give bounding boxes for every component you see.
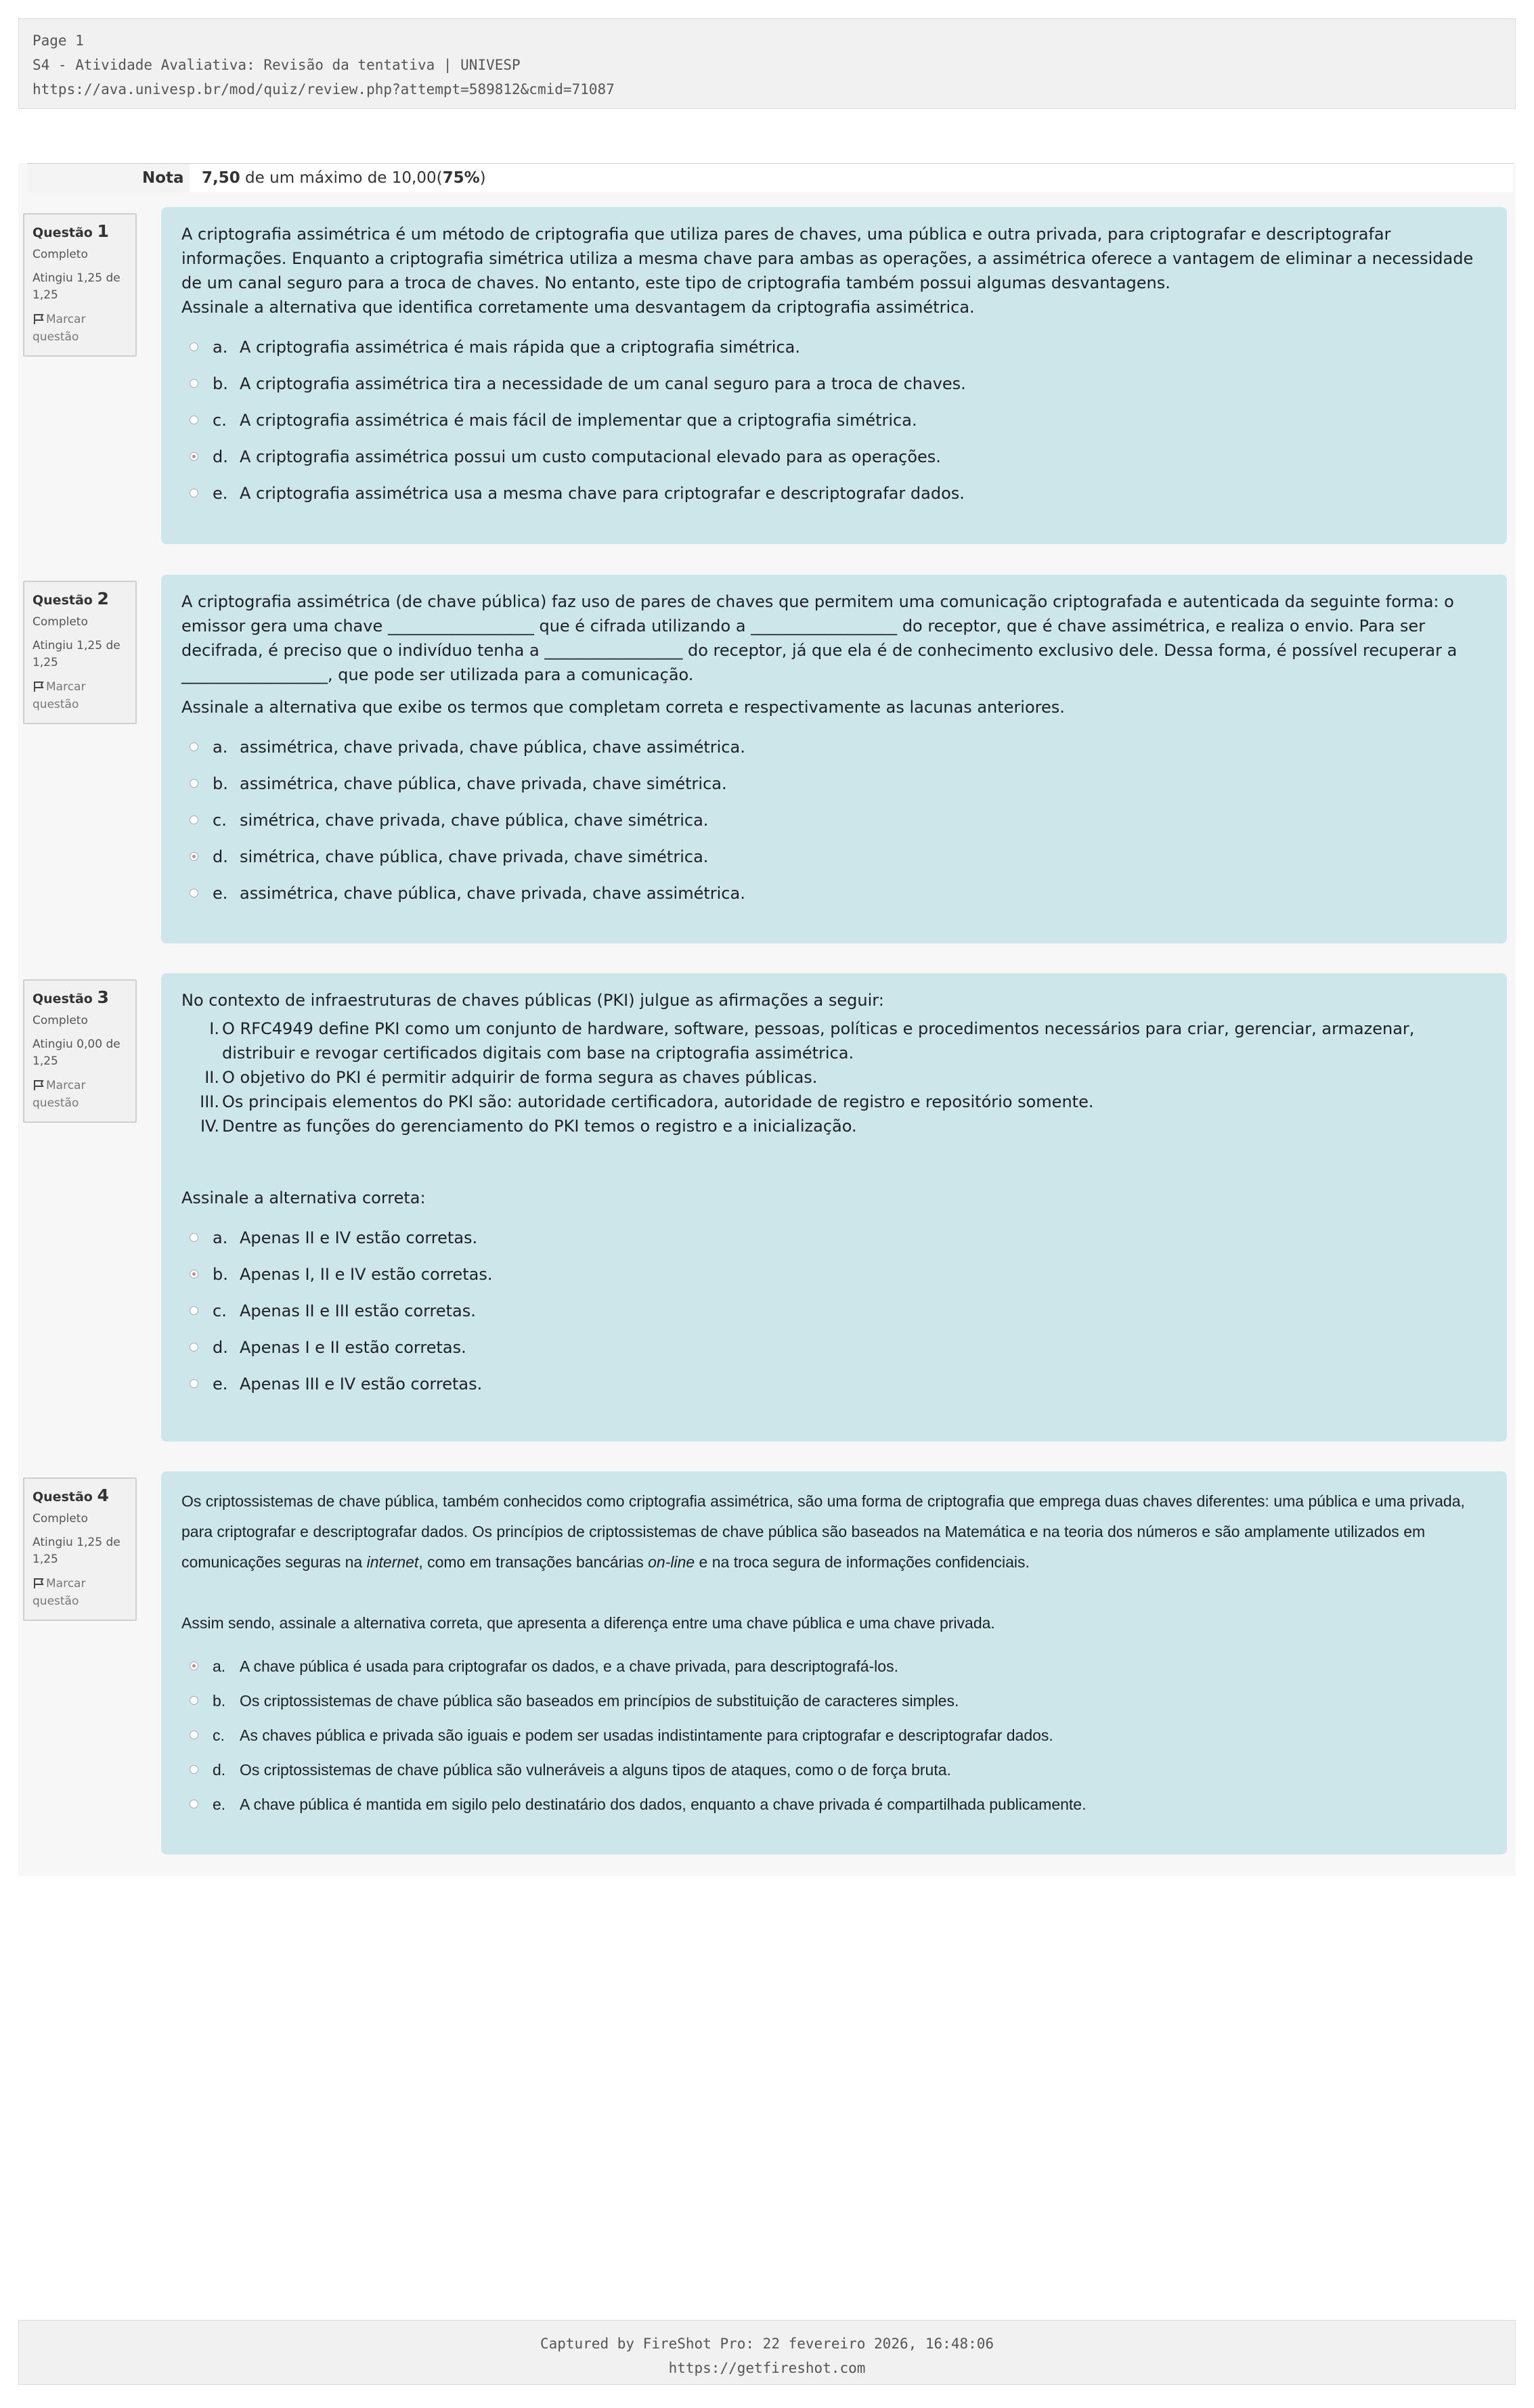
question-prompt: Assinale a alternativa correta: — [181, 1188, 426, 1207]
radio-button-selected[interactable] — [190, 1270, 198, 1278]
question-status: Completo — [32, 615, 88, 629]
question-num: 3 — [97, 987, 109, 1007]
answer-option[interactable] — [181, 875, 1487, 912]
page-number: Page 1 — [32, 32, 84, 49]
option-text: Apenas II e IV estão corretas. — [240, 1228, 478, 1247]
answer-option[interactable] — [181, 802, 1487, 839]
radio-button[interactable] — [190, 1233, 198, 1242]
option-letter: a. — [213, 738, 228, 757]
option-letter: d. — [213, 1761, 226, 1779]
question-prefix: Questão — [32, 991, 93, 1006]
option-letter: c. — [213, 1726, 225, 1744]
radio-button[interactable] — [190, 1379, 198, 1388]
radio-button[interactable] — [190, 1696, 198, 1705]
option-text: Os criptossistemas de chave pública são vulneráveis a alguns tipos de ataques, como o de força bruta. — [240, 1761, 951, 1779]
option-letter: a. — [213, 1228, 228, 1247]
answer-option-selected[interactable] — [181, 1256, 1487, 1293]
question-1-content — [161, 207, 1507, 544]
question-2-info — [23, 581, 137, 724]
grade-text: de um máximo de 10,00( — [240, 169, 443, 187]
option-letter: b. — [213, 1692, 226, 1710]
option-text: simétrica, chave privada, chave pública, chave simétrica. — [240, 811, 709, 830]
question-3-info — [23, 979, 137, 1123]
radio-button[interactable] — [190, 742, 198, 751]
answer-option[interactable] — [181, 1329, 1487, 1366]
question-3-content — [161, 973, 1507, 1442]
question-number — [32, 590, 127, 609]
statement-numeral: IV. — [200, 1117, 219, 1136]
option-text: A criptografia assimétrica usa a mesma chave para criptografar e descriptografar dados. — [240, 484, 965, 503]
option-letter: b. — [213, 1265, 228, 1284]
radio-button[interactable] — [190, 1343, 198, 1352]
answer-option[interactable] — [181, 329, 1487, 365]
answer-option-selected[interactable] — [181, 839, 1487, 875]
question-grade: Atingiu 1,25 de 1,25 — [32, 1536, 120, 1566]
statement-text: O RFC4949 define PKI como um conjunto de hardware, software, pessoas, políticas e procedimentos necessários para criar, gerenciar, armazenar, distribuir e revogar certificados digitais com base na criptografia assimétrica. — [222, 1019, 1415, 1063]
answer-option[interactable] — [181, 1684, 1487, 1718]
question-grade: Atingiu 0,00 de 1,25 — [32, 1038, 120, 1068]
answer-option[interactable] — [181, 729, 1487, 765]
question-text: No contexto de infraestruturas de chaves públicas (PKI) julgue as afirmações a seguir: — [181, 991, 884, 1010]
flag-label: Marcar questão — [32, 313, 86, 344]
flag-question-button[interactable] — [32, 678, 127, 713]
radio-button-selected[interactable] — [190, 452, 198, 461]
answer-option[interactable] — [181, 1787, 1487, 1822]
question-number — [32, 1487, 127, 1506]
question-text-emphasis: internet — [366, 1553, 419, 1571]
option-letter: e. — [213, 1796, 226, 1813]
option-letter: b. — [213, 774, 228, 793]
answer-option[interactable] — [181, 1220, 1487, 1256]
grade-label: Nota — [142, 169, 184, 187]
option-letter: a. — [213, 1657, 226, 1675]
print-header — [18, 18, 1516, 109]
option-text: simétrica, chave pública, chave privada, chave simétrica. — [240, 847, 709, 866]
radio-button[interactable] — [190, 1800, 198, 1808]
flag-icon — [32, 1577, 45, 1589]
option-letter: b. — [213, 374, 228, 393]
option-letter: d. — [213, 1338, 228, 1357]
question-number — [32, 223, 127, 242]
option-text: A criptografia assimétrica possui um custo computacional elevado para as operações. — [240, 447, 941, 466]
grade-value — [202, 164, 486, 192]
statement-item — [181, 1017, 1487, 1065]
radio-button[interactable] — [190, 1731, 198, 1739]
question-1-info — [23, 213, 137, 357]
option-text: A criptografia assimétrica é mais rápida que a criptografia simétrica. — [240, 338, 800, 357]
radio-button-selected[interactable] — [190, 852, 198, 861]
question-prefix: Questão — [32, 225, 93, 240]
flag-question-button[interactable] — [32, 311, 127, 346]
question-text-emphasis: on-line — [648, 1553, 695, 1571]
question-grade: Atingiu 1,25 de 1,25 — [32, 271, 120, 302]
answer-option[interactable] — [181, 765, 1487, 802]
statement-item — [181, 1065, 1487, 1090]
question-text-part: , como em transações bancárias — [418, 1553, 649, 1571]
radio-button-selected[interactable] — [190, 1662, 198, 1670]
option-text: Apenas I, II e IV estão corretas. — [240, 1265, 493, 1284]
option-letter: d. — [213, 447, 228, 466]
question-prompt: Assim sendo, assinale a alternativa correta, que apresenta a diferença entre uma chave pública e uma chave privada. — [181, 1614, 995, 1632]
flag-icon — [32, 680, 45, 692]
option-text: A criptografia assimétrica é mais fácil de implementar que a criptografia simétrica. — [240, 411, 917, 430]
flag-question-button[interactable] — [32, 1575, 127, 1610]
flag-label: Marcar questão — [32, 680, 86, 711]
radio-button[interactable] — [190, 342, 198, 351]
capture-url: https://getfireshot.com — [668, 2360, 866, 2376]
option-letter: c. — [213, 1301, 227, 1320]
question-grade: Atingiu 1,25 de 1,25 — [32, 639, 120, 669]
review-container — [18, 163, 1516, 1876]
radio-button[interactable] — [190, 889, 198, 897]
question-text: A criptografia assimétrica é um método de criptografia que utiliza pares de chaves, uma pública e outra privada, para criptografar e descriptografar informações. Enquanto a criptografia simétrica utiliza a mesma chave para ambas as operações, a assimétrica oferece a vantagem de eliminar a necessidade de um canal seguro para a troca de chaves. No entanto, este tipo de criptografia também possui algumas desvantagens. — [181, 225, 1474, 292]
question-status: Completo — [32, 248, 88, 261]
radio-button[interactable] — [190, 816, 198, 824]
question-prefix: Questão — [32, 593, 93, 608]
radio-button[interactable] — [190, 489, 198, 497]
statement-text: Os principais elementos do PKI são: autoridade certificadora, autoridade de registro e repositório somente. — [222, 1092, 1094, 1111]
option-letter: a. — [213, 338, 228, 357]
option-text: As chaves pública e privada são iguais e podem ser usadas indistintamente para criptografar e descriptografar dados. — [240, 1726, 1053, 1744]
question-status: Completo — [32, 1014, 88, 1027]
statement-numeral: II. — [204, 1068, 219, 1087]
question-4-info — [23, 1477, 137, 1621]
flag-label: Marcar questão — [32, 1079, 86, 1110]
question-number — [32, 989, 127, 1008]
statement-item — [181, 1090, 1487, 1114]
answer-option[interactable] — [181, 1718, 1487, 1753]
statement-list — [181, 1017, 1487, 1138]
option-text: Apenas II e III estão corretas. — [240, 1301, 476, 1320]
question-num: 1 — [97, 221, 109, 241]
option-letter: e. — [213, 484, 228, 503]
option-text: A chave pública é usada para criptografar os dados, e a chave privada, para descriptografá-los. — [240, 1657, 898, 1675]
grade-score: 7,50 — [202, 169, 240, 187]
option-letter: c. — [213, 811, 227, 830]
question-prompt: Assinale a alternativa que identifica corretamente uma desvantagem da criptografia assimétrica. — [181, 298, 975, 317]
grade-close: ) — [479, 169, 486, 187]
question-prompt: Assinale a alternativa que exibe os termos que completam correta e respectivamente as lacunas anteriores. — [181, 698, 1065, 717]
question-text-part: e na troca segura de informações confidenciais. — [695, 1553, 1030, 1571]
statement-text: O objetivo do PKI é permitir adquirir de forma segura as chaves públicas. — [222, 1068, 818, 1087]
statement-numeral: III. — [200, 1092, 219, 1111]
answer-option[interactable] — [181, 365, 1487, 402]
grade-row — [27, 163, 1513, 192]
option-text: assimétrica, chave pública, chave privada, chave assimétrica. — [240, 884, 745, 903]
option-text: Apenas III e IV estão corretas. — [240, 1375, 483, 1393]
answer-option-selected[interactable] — [181, 439, 1487, 475]
question-text: A criptografia assimétrica (de chave pública) faz uso de pares de chaves que permitem uma comunicação criptografada e autenticada da seguinte forma: o emissor gera uma chave __________________ que é cifrada utilizando a __________________ do receptor, que é chave assimétrica, e realiza o envio. Para ser decifrada, é preciso que o indivíduo tenha a _________________ do receptor, já que ela é de conhecimento exclusivo dele. Dessa forma, é possível recuperar a __________________, que pode ser utilizada para a comunicação. — [181, 592, 1458, 684]
page-url: https://ava.univesp.br/mod/quiz/review.php?attempt=589812&cmid=71087 — [32, 81, 615, 97]
option-letter: e. — [213, 884, 228, 903]
question-num: 2 — [97, 589, 109, 608]
question-text — [181, 1486, 1487, 1578]
radio-button[interactable] — [190, 379, 198, 388]
page-title: S4 - Atividade Avaliativa: Revisão da tentativa | UNIVESP — [32, 57, 521, 73]
option-text: A criptografia assimétrica tira a necessidade de um canal seguro para a troca de chaves. — [240, 374, 966, 393]
flag-label: Marcar questão — [32, 1577, 86, 1608]
option-text: Os criptossistemas de chave pública são baseados em princípios de substituição de caracteres simples. — [240, 1692, 959, 1710]
question-2-content — [161, 575, 1507, 943]
answer-option[interactable] — [181, 1753, 1487, 1787]
capture-footer — [18, 2320, 1516, 2385]
option-letter: d. — [213, 847, 228, 866]
radio-button[interactable] — [190, 1765, 198, 1774]
radio-button[interactable] — [190, 779, 198, 788]
statement-item — [181, 1114, 1487, 1138]
question-num: 4 — [97, 1486, 109, 1505]
option-text: assimétrica, chave pública, chave privada, chave simétrica. — [240, 774, 727, 793]
answer-option-selected[interactable] — [181, 1649, 1487, 1684]
flag-icon — [32, 313, 45, 325]
option-text: assimétrica, chave privada, chave pública, chave assimétrica. — [240, 738, 745, 757]
capture-info: Captured by FireShot Pro: 22 fevereiro 2026, 16:48:06 — [540, 2336, 994, 2352]
grade-percent: 75% — [442, 169, 480, 187]
flag-icon — [32, 1079, 45, 1091]
answer-option[interactable] — [181, 1293, 1487, 1329]
answer-option[interactable] — [181, 475, 1487, 512]
question-4-content — [161, 1471, 1507, 1854]
option-letter: c. — [213, 411, 227, 430]
flag-question-button[interactable] — [32, 1077, 127, 1112]
question-status: Completo — [32, 1512, 88, 1525]
question-text-part: Os criptossistemas de chave pública, também conhecidos como criptografia assimétrica, são uma forma de criptografia que emprega duas chaves diferentes: uma pública e uma privada, para criptografar e descriptografar dados. Os princípios de criptossistemas de chave pública são baseados na Matemática e na teoria dos números e são amplamente utilizados em comunicações seguras na — [181, 1492, 1465, 1571]
statement-text: Dentre as funções do gerenciamento do PKI temos o registro e a inicialização. — [222, 1117, 857, 1136]
answer-option[interactable] — [181, 1366, 1487, 1402]
radio-button[interactable] — [190, 1306, 198, 1315]
statement-numeral: I. — [209, 1019, 219, 1038]
option-letter: e. — [213, 1375, 228, 1393]
option-text: Apenas I e II estão corretas. — [240, 1338, 466, 1357]
question-prefix: Questão — [32, 1490, 93, 1504]
answer-option[interactable] — [181, 402, 1487, 439]
option-text: A chave pública é mantida em sigilo pelo destinatário dos dados, enquanto a chave privada é compartilhada publicamente. — [240, 1796, 1087, 1813]
radio-button[interactable] — [190, 416, 198, 424]
